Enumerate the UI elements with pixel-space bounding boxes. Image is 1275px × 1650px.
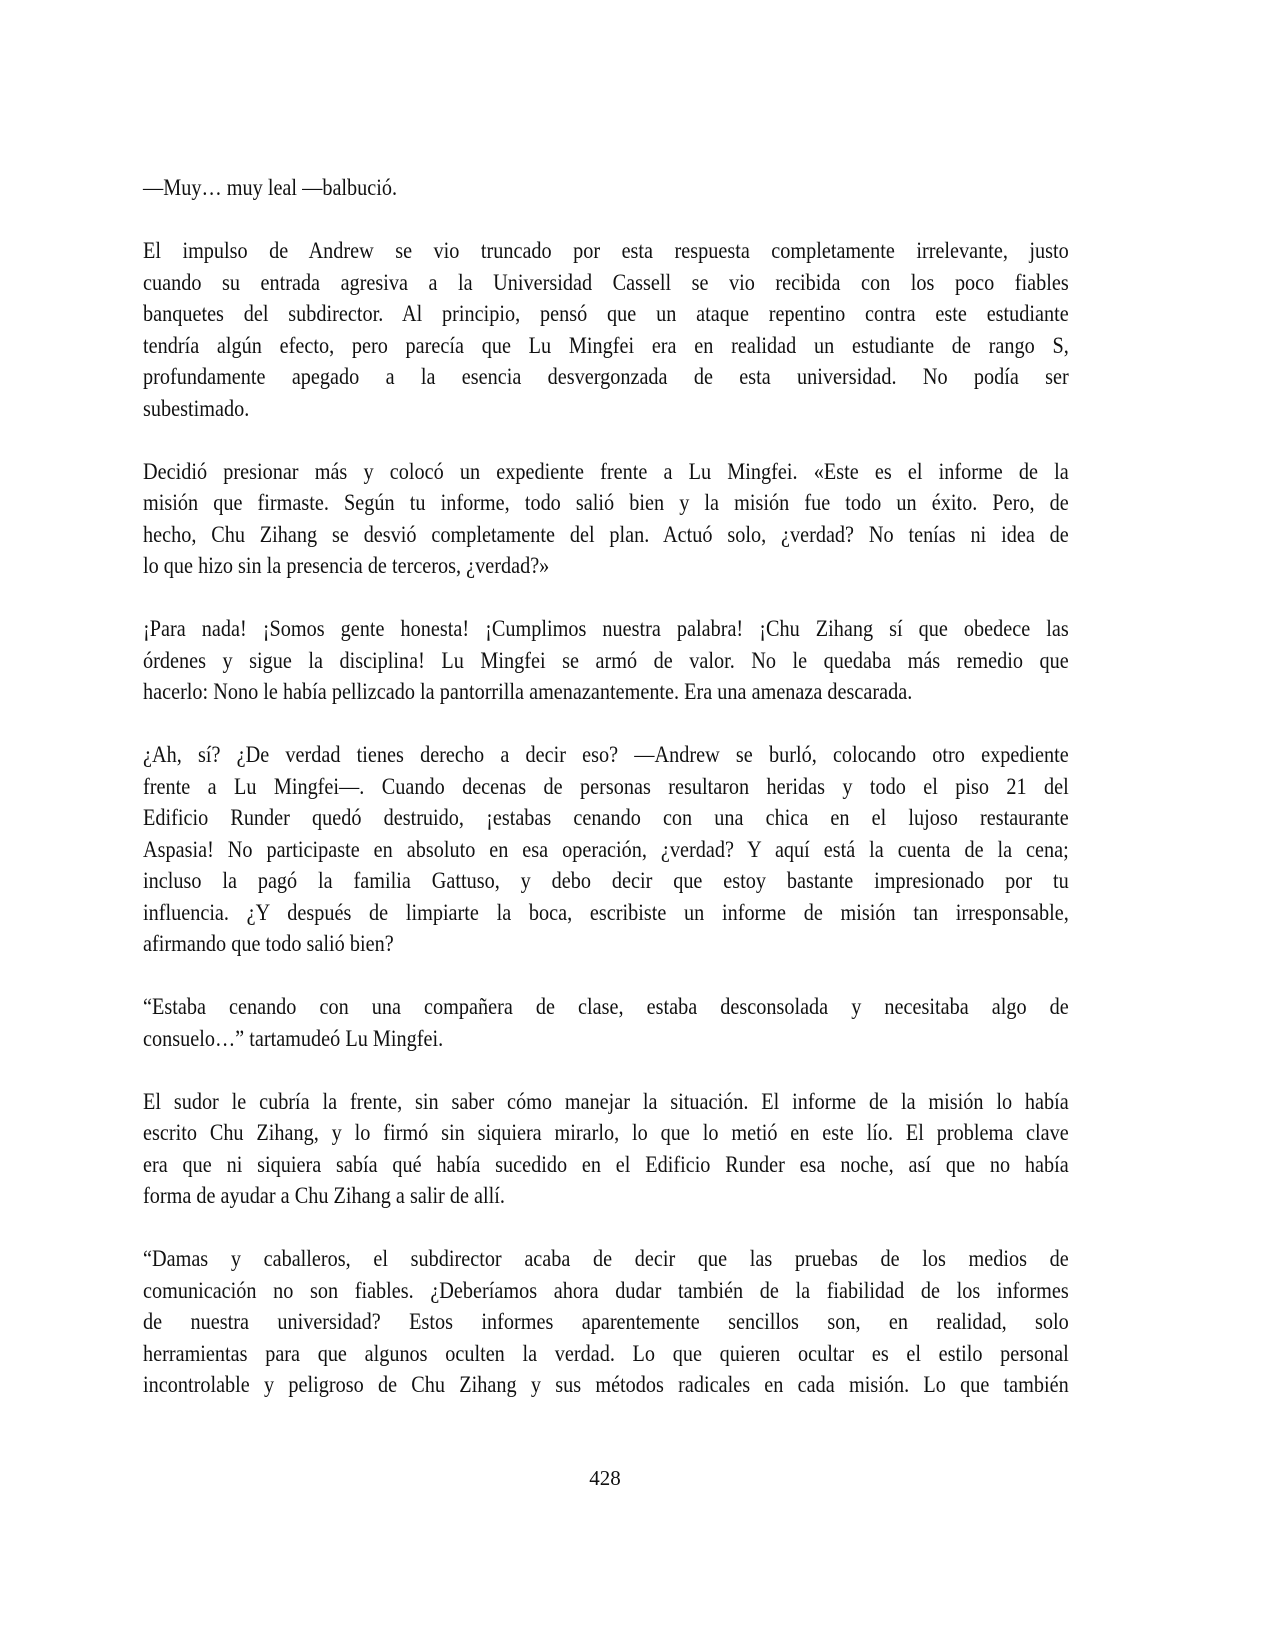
text-line: [143, 1180, 1069, 1212]
line-text: profundamente apegado a la esencia desvergonzada de esta universidad. No podía ser: [143, 364, 1069, 389]
text-line: [143, 613, 1069, 645]
text-line: [143, 897, 1069, 929]
line-text: era que ni siquiera sabía qué había sucedido en el Edificio Runder esa noche, así que no había: [143, 1151, 1069, 1177]
paragraph: [143, 456, 1069, 582]
line-text: misión que firmaste. Según tu informe, todo salió bien y la misión fue todo un éxito. Pero, de: [143, 490, 1069, 515]
line-text: El impulso de Andrew se vio truncado por esta respuesta completamente irrelevante, justo: [143, 238, 1069, 263]
text-line: [143, 771, 1069, 803]
paragraph: [143, 235, 1069, 424]
line-text: lo que hizo sin la presencia de terceros, ¿verdad?»: [143, 553, 550, 578]
line-text: cuando su entrada agresiva a la Universidad Cassell se vio recibida con los poco fiables: [143, 269, 1069, 295]
line-text: tendría algún efecto, pero parecía que Lu Mingfei era en realidad un estudiante de rango S,: [143, 332, 1069, 358]
paragraph: [143, 739, 1069, 960]
text-line: [143, 519, 1069, 551]
line-text: órdenes y sigue la disciplina! Lu Mingfei se armó de valor. No le quedaba más remedio que: [143, 647, 1069, 673]
line-text: Aspasia! No participaste en absoluto en esa operación, ¿verdad? Y aquí está la cuenta de la cena;: [143, 836, 1069, 862]
line-text: —Muy… muy leal —balbució.: [143, 175, 398, 200]
text-line: [143, 487, 1069, 519]
text-line: [143, 393, 1069, 425]
page-number: 428: [589, 1466, 621, 1490]
text-line: [143, 267, 1069, 299]
text-line: [143, 1338, 1069, 1370]
text-line: [143, 834, 1069, 866]
line-text: El sudor le cubría la frente, sin saber cómo manejar la situación. El informe de la misión lo había: [143, 1088, 1069, 1114]
paragraph: [143, 991, 1069, 1054]
line-text: comunicación no son fiables. ¿Deberíamos ahora dudar también de la fiabilidad de los informes: [143, 1277, 1069, 1303]
paragraph: [143, 1243, 1069, 1401]
text-line: [143, 645, 1069, 677]
line-text: banquetes del subdirector. Al principio, pensó que un ataque repentino contra este estudiante: [143, 301, 1069, 326]
text-line: [143, 550, 1069, 582]
line-text: subestimado.: [143, 395, 250, 421]
line-text: forma de ayudar a Chu Zihang a salir de allí.: [143, 1183, 505, 1208]
line-text: frente a Lu Mingfei—. Cuando decenas de personas resultaron heridas y todo el piso 21 del: [143, 773, 1069, 799]
paragraph: [143, 172, 1069, 204]
text-line: [143, 1369, 1069, 1401]
text-line: [143, 739, 1069, 771]
text-line: [143, 1023, 1069, 1055]
text-line: [143, 1275, 1069, 1307]
paragraph: [143, 613, 1069, 708]
text-line: [143, 361, 1069, 393]
line-text: escrito Chu Zihang, y lo firmó sin siquiera mirarlo, lo que lo metió en este lío. El problema clave: [143, 1120, 1069, 1145]
text-line: [143, 172, 1069, 204]
text-line: [143, 298, 1069, 330]
line-text: herramientas para que algunos oculten la verdad. Lo que quieren ocultar es el estilo personal: [143, 1340, 1069, 1366]
line-text: “Damas y caballeros, el subdirector acaba de decir que las pruebas de los medios de: [143, 1246, 1069, 1271]
text-line: [143, 991, 1069, 1023]
line-text: hecho, Chu Zihang se desvió completamente del plan. Actuó solo, ¿verdad? No tenías ni idea de: [143, 521, 1069, 547]
paragraph: [143, 1086, 1069, 1212]
line-text: consuelo…” tartamudeó Lu Mingfei.: [143, 1025, 444, 1051]
text-line: [143, 456, 1069, 488]
text-line: [143, 1306, 1069, 1338]
line-text: ¡Para nada! ¡Somos gente honesta! ¡Cumplimos nuestra palabra! ¡Chu Zihang sí que obedece las: [143, 616, 1069, 641]
line-text: “Estaba cenando con una compañera de clase, estaba desconsolada y necesitaba algo de: [143, 994, 1069, 1019]
page-body: [143, 172, 1069, 1432]
line-text: incluso la pagó la familia Gattuso, y debo decir que estoy bastante impresionado por tu: [143, 868, 1069, 893]
text-line: [143, 802, 1069, 834]
line-text: de nuestra universidad? Estos informes aparentemente sencillos son, en realidad, solo: [143, 1309, 1069, 1334]
text-line: [143, 330, 1069, 362]
line-text: Decidió presionar más y colocó un expediente frente a Lu Mingfei. «Este es el informe de la: [143, 458, 1069, 484]
line-text: incontrolable y peligroso de Chu Zihang y sus métodos radicales en cada misión. Lo que también: [143, 1372, 1069, 1397]
text-line: [143, 1243, 1069, 1275]
text-line: [143, 1117, 1069, 1149]
text-line: [143, 865, 1069, 897]
text-line: [143, 1149, 1069, 1181]
line-text: Edificio Runder quedó destruido, ¡estabas cenando con una chica en el lujoso restaurante: [143, 805, 1069, 830]
text-line: [143, 676, 1069, 708]
line-text: afirmando que todo salió bien?: [143, 931, 394, 956]
text-line: [143, 928, 1069, 960]
text-line: [143, 235, 1069, 267]
text-line: [143, 1086, 1069, 1118]
line-text: ¿Ah, sí? ¿De verdad tienes derecho a decir eso? —Andrew se burló, colocando otro expediente: [143, 742, 1069, 767]
line-text: hacerlo: Nono le había pellizcado la pantorrilla amenazantemente. Era una amenaza descarada.: [143, 679, 913, 704]
line-text: influencia. ¿Y después de limpiarte la boca, escribiste un informe de misión tan irresponsable,: [143, 899, 1069, 925]
